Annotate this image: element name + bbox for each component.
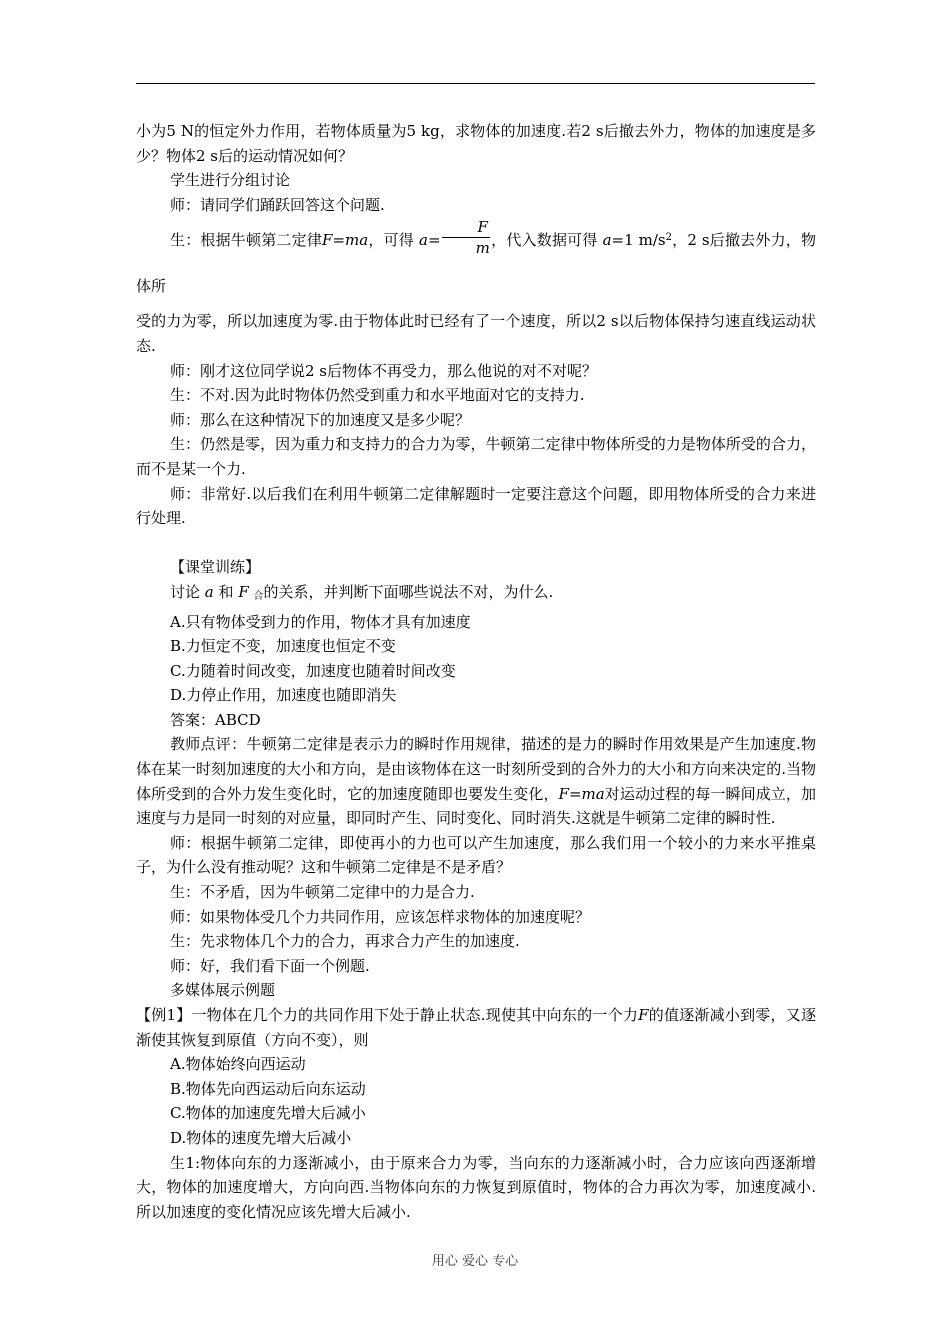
teacher-comment: 教师点评：牛顿第二定律是表示力的瞬时作用规律，描述的是力的瞬时作用效果是产生加速度.物体在某一时刻加速度的大小和方向，是由该物体在这一时刻所受到的合外力的大小和方向来决定的.当物体所受到的合外力发生变化时，它的加速度随即也要发生变化，F=ma对运动过程的每一瞬间成立，加速度与力是同一时刻的对应量，即同时产生、同时变化、同时消失.这就是牛顿第二定律的瞬时性. [136, 735, 816, 828]
fraction-f-over-m: $\frac{F}{m}$ [442, 217, 490, 258]
paragraph: 受的力为零，所以加速度为零.由于物体此时已经有了一个速度，所以2 s以后物体保持匀速直线运动状态. [136, 312, 816, 355]
paragraph: 多媒体展示例题 [170, 981, 276, 1000]
option: A.只有物体受到力的作用，物体才具有加速度 [170, 612, 471, 631]
paragraph: 生：先求物体几个力的合力，再求合力产生的加速度. [170, 932, 520, 951]
option: C.力随着时间改变，加速度也随着时间改变 [170, 661, 456, 680]
paragraph: 师：如果物体受几个力共同作用，应该怎样求物体的加速度呢？ [170, 907, 591, 926]
paragraph: 师：好，我们看下面一个例题. [170, 956, 370, 975]
option: C.物体的加速度先增大后减小 [170, 1104, 366, 1123]
option: A.物体始终向西运动 [170, 1055, 306, 1074]
student-answer-line: 生：根据牛顿第二定律F=ma，可得 a= $\frac{F}{m}$ ，代入数据可得 a=1 $m/s^2$，2 s后撤去外力，物体所 [136, 217, 816, 296]
paragraph: 学生进行分组讨论 [170, 171, 291, 190]
document-body [136, 119, 816, 1224]
text: 生：根据牛顿第二定律 [170, 231, 323, 250]
paragraph: 师：那么在这种情况下的加速度又是多少呢？ [170, 410, 471, 429]
paragraph: 师：根据牛顿第二定律，即使再小的力也可以产生加速度，那么我们用一个较小的力来水平推桌子，为什么没有推动呢？这和牛顿第二定律是不是矛盾？ [136, 833, 816, 877]
option: D.力停止作用，加速度也随即消失 [170, 686, 397, 705]
training-question: 讨论 a 和 F $_合$的关系，并判断下面哪些说法不对，为什么. [170, 582, 554, 602]
example-question: 【例1】一物体在几个力的共同作用下处于静止状态.现使其中向东的一个力F的值逐渐减小到零，又逐渐使其恢复到原值（方向不变），则 [136, 1006, 816, 1049]
paragraph: 师：请同学们踊跃回答这个问题. [170, 195, 385, 214]
paragraph: 师：非常好.以后我们在利用牛顿第二定律解题时一定要注意这个问题，即用物体所受的合力来进行处理. [136, 484, 816, 528]
header-rule [136, 83, 815, 84]
section-heading: 【课堂训练】 [170, 558, 261, 577]
answer: 答案：ABCD [170, 710, 261, 729]
paragraph: 生：不矛盾，因为牛顿第二定律中的力是合力. [170, 883, 475, 902]
spacer [136, 531, 816, 556]
option: D.物体的速度先增大后减小 [170, 1128, 352, 1147]
paragraph: 生：仍然是零，因为重力和支持力的合力为零，牛顿第二定律中物体所受的力是物体所受的合力，而不是某一个力. [136, 435, 816, 478]
paragraph: 生1:物体向东的力逐渐减小，由于原来合力为零，当向东的力逐渐减小时，合力应该向西逐渐增大，物体的加速度增大，方向向西.当物体向东的力恢复到原值时，物体的合力再次为零，加速度减小.所以加速度的变化情况应该先增大后减小. [136, 1153, 816, 1221]
option: B.物体先向西运动后向东运动 [170, 1079, 366, 1098]
paragraph: 小为5 N的恒定外力作用，若物体质量为5 kg，求物体的加速度.若2 s后撤去外力，物体的加速度是多少？物体2 s后的运动情况如何？ [136, 122, 816, 165]
option: B.力恒定不变，加速度也恒定不变 [170, 637, 396, 656]
paragraph: 师：刚才这位同学说2 s后物体不再受力，那么他说的对不对呢？ [170, 361, 598, 380]
paragraph: 生：不对.因为此时物体仍然受到重力和水平地面对它的支持力. [170, 386, 585, 405]
page-footer: 用心 爱心 专心 [431, 1254, 519, 1269]
